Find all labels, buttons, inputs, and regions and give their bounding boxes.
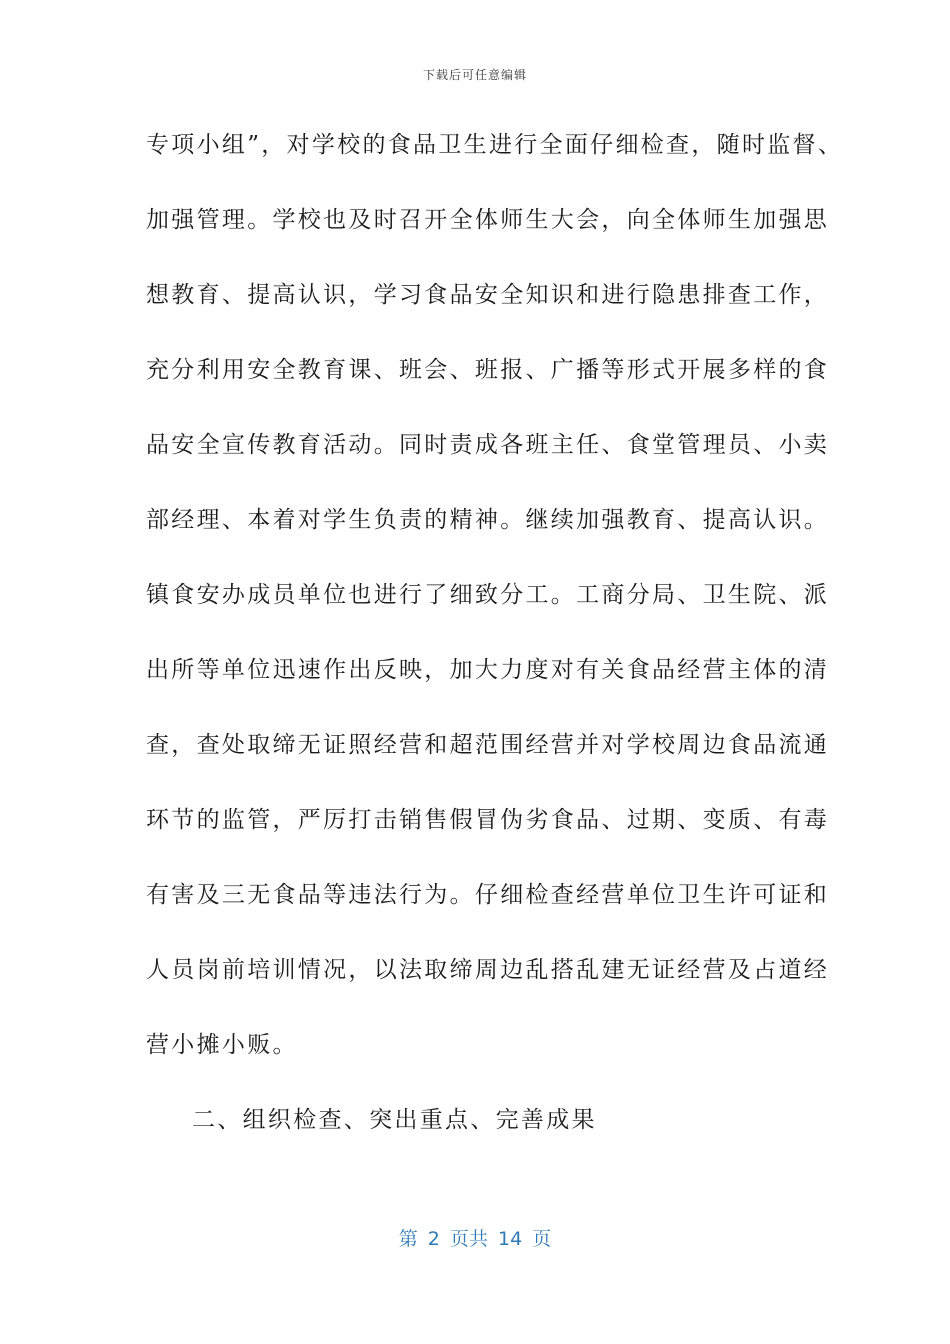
paragraph-line: 环节的监管，严厉打击销售假冒伪劣食品、过期、变质、有毒 — [146, 807, 830, 833]
document-body — [146, 119, 844, 1169]
paragraph-line: 部经理、本着对学生负责的精神。继续加强教育、提高认识。 — [146, 507, 830, 533]
paragraph-line: 有害及三无食品等违法行为。仔细检查经营单位卫生许可证和 — [146, 882, 830, 908]
current-page-number: 2 — [427, 1228, 440, 1250]
paragraph-line: 查，查处取缔无证照经营和超范围经营并对学校周边食品流通 — [146, 732, 830, 758]
paragraph-line: 出所等单位迅速作出反映，加大力度对有关食品经营主体的清 — [146, 657, 830, 683]
paragraph-line: 充分利用安全教育课、班会、班报、广播等形式开展多样的食 — [146, 357, 830, 383]
paragraph-line: 镇食安办成员单位也进行了细致分工。工商分局、卫生院、派 — [146, 582, 830, 608]
page-label-middle: 页共 — [449, 1228, 488, 1250]
header-note: 下载后可任意编辑 — [422, 68, 527, 82]
page-label-suffix: 页 — [532, 1228, 552, 1250]
paragraph-line: 人员岗前培训情况，以法取缔周边乱搭乱建无证经营及占道经 — [146, 957, 830, 983]
page-label-prefix: 第 — [398, 1228, 418, 1250]
total-pages-number: 14 — [498, 1228, 523, 1250]
paragraph-line: 想教育、提高认识，学习食品安全知识和进行隐患排查工作， — [146, 282, 830, 308]
paragraph-line: 专项小组”，对学校的食品卫生进行全面仔细检查，随时监督、 — [146, 132, 844, 158]
section-heading: 二、组织检查、突出重点、完善成果 — [192, 1107, 597, 1133]
paragraph-line: 营小摊小贩。 — [146, 1032, 298, 1058]
page-number-footer — [0, 1224, 950, 1251]
paragraph-line: 品安全宣传教育活动。同时责成各班主任、食堂管理员、小卖 — [146, 432, 830, 458]
paragraph-line: 加强管理。学校也及时召开全体师生大会，向全体师生加强思 — [146, 207, 830, 233]
